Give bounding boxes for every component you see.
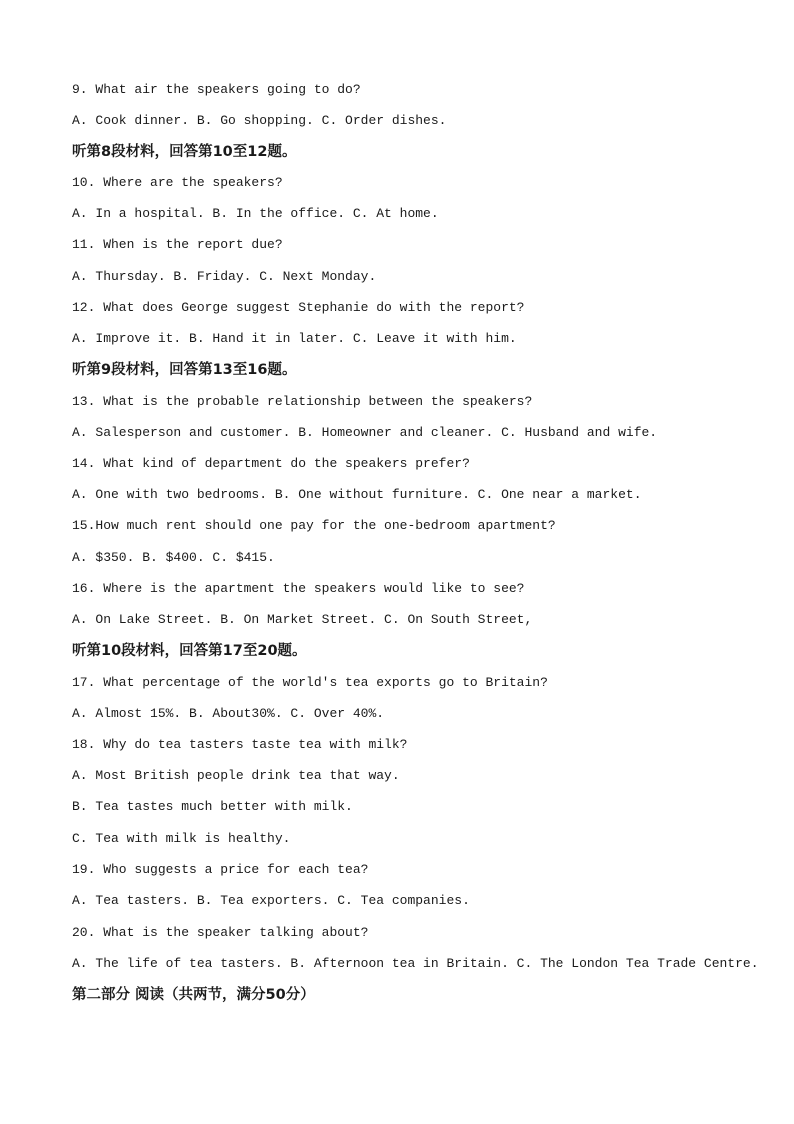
option-18-b: B. Tea tastes much better with milk. <box>72 799 353 814</box>
section-heading-8: 听第8段材料，回答第10至12题。 <box>72 144 297 160</box>
question-14: 14. What kind of department do the speakers prefer? <box>72 456 470 471</box>
question-11: 11. When is the report due? <box>72 237 283 252</box>
options-20: A. The life of tea tasters. B. Afternoon tea in Britain. C. The London Tea Trade Centre. <box>72 956 759 971</box>
question-16: 16. Where is the apartment the speakers would like to see? <box>72 581 525 596</box>
options-9: A. Cook dinner. B. Go shopping. C. Order dishes. <box>72 113 447 128</box>
options-14: A. One with two bedrooms. B. One without furniture. C. One near a market. <box>72 487 642 502</box>
question-15: 15.How much rent should one pay for the one-bedroom apartment? <box>72 518 556 533</box>
question-13: 13. What is the probable relationship between the speakers? <box>72 394 533 409</box>
section-heading-9: 听第9段材料，回答第13至16题。 <box>72 362 297 378</box>
option-18-c: C. Tea with milk is healthy. <box>72 831 291 846</box>
options-10: A. In a hospital. B. In the office. C. At home. <box>72 206 439 221</box>
question-10: 10. Where are the speakers? <box>72 175 283 190</box>
question-20: 20. What is the speaker talking about? <box>72 925 369 940</box>
options-16: A. On Lake Street. B. On Market Street. C. On South Street, <box>72 612 533 627</box>
section-heading-10: 听第10段材料，回答第17至20题。 <box>72 643 307 659</box>
question-17: 17. What percentage of the world's tea exports go to Britain? <box>72 675 548 690</box>
question-18: 18. Why do tea tasters taste tea with milk? <box>72 737 408 752</box>
options-19: A. Tea tasters. B. Tea exporters. C. Tea companies. <box>72 893 470 908</box>
option-18-a: A. Most British people drink tea that way. <box>72 768 400 783</box>
question-9: 9. What air the speakers going to do? <box>72 82 361 97</box>
options-12: A. Improve it. B. Hand it in later. C. Leave it with him. <box>72 331 517 346</box>
part-two-heading: 第二部分 阅读（共两节，满分50分） <box>72 987 315 1003</box>
question-12: 12. What does George suggest Stephanie do with the report? <box>72 300 525 315</box>
options-17: A. Almost 15%. B. About30%. C. Over 40%. <box>72 706 385 721</box>
options-11: A. Thursday. B. Friday. C. Next Monday. <box>72 269 377 284</box>
options-15: A. $350. B. $400. C. $415. <box>72 550 275 565</box>
options-13: A. Salesperson and customer. B. Homeowner and cleaner. C. Husband and wife. <box>72 425 658 440</box>
question-19: 19. Who suggests a price for each tea? <box>72 862 369 877</box>
